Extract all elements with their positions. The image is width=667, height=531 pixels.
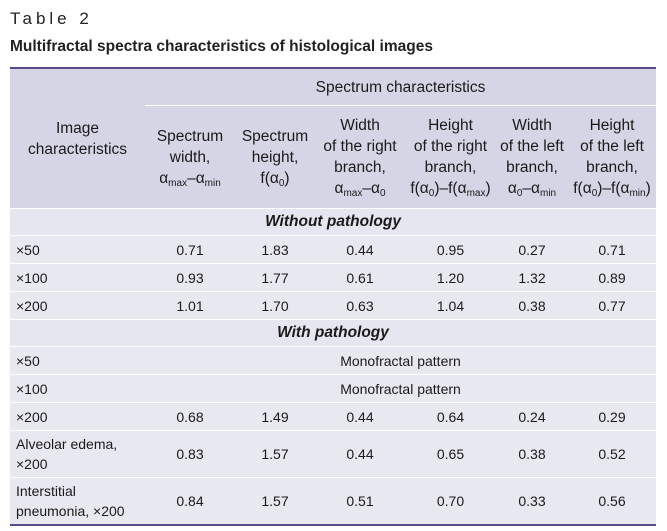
header-col-left-width: Width of the left branch, $\alpha_0-\alpha_{min}$: [496, 106, 568, 209]
cell: 0.52: [568, 431, 656, 478]
cell: 0.29: [568, 403, 656, 431]
cell: 0.38: [496, 431, 568, 478]
row-label: ×100: [10, 375, 145, 403]
row-label: Alveolar edema, ×200: [10, 431, 145, 478]
table-row: [10, 347, 656, 375]
cell: 1.01: [145, 292, 235, 320]
cell: 0.27: [496, 236, 568, 264]
cell: 0.65: [405, 431, 496, 478]
cell: 0.61: [315, 264, 405, 292]
row-label: ×50: [10, 347, 145, 375]
row-label: ×200: [10, 292, 145, 320]
table-row: [10, 478, 656, 526]
cell: 0.84: [145, 478, 235, 526]
cell: 0.63: [315, 292, 405, 320]
cell: 0.44: [315, 431, 405, 478]
cell: 0.38: [496, 292, 568, 320]
data-table: [10, 67, 656, 526]
cell: 0.70: [405, 478, 496, 526]
cell: 0.71: [568, 236, 656, 264]
merged-cell: Monofractal pattern: [145, 375, 656, 403]
row-label: ×50: [10, 236, 145, 264]
cell: 0.71: [145, 236, 235, 264]
cell: 0.93: [145, 264, 235, 292]
cell: 0.24: [496, 403, 568, 431]
merged-cell: Monofractal pattern: [145, 347, 656, 375]
cell: 0.64: [405, 403, 496, 431]
cell: 0.68: [145, 403, 235, 431]
cell: 0.77: [568, 292, 656, 320]
row-label: Interstitial pneumonia, ×200: [10, 478, 145, 526]
cell: 0.83: [145, 431, 235, 478]
row-label: ×200: [10, 403, 145, 431]
cell: 0.51: [315, 478, 405, 526]
table-caption: [10, 8, 433, 58]
cell: 1.57: [235, 431, 315, 478]
section-title: Without pathology: [10, 209, 656, 236]
cell: 0.44: [315, 403, 405, 431]
cell: 0.56: [568, 478, 656, 526]
row-label: ×100: [10, 264, 145, 292]
table-title: Multifractal spectra characteristics of histological images: [10, 38, 433, 55]
table-row: [10, 236, 656, 264]
section-title: With pathology: [10, 320, 656, 347]
table-row: [10, 375, 656, 403]
cell: 1.04: [405, 292, 496, 320]
header-col-left-height: Height of the left branch, $f(\alpha_0)-f(\alpha_{min})$: [568, 106, 656, 209]
header-col-spectrum-width: Spectrum width, $\alpha_{max}-\alpha_{min}$: [145, 106, 235, 209]
header-col-spectrum-height: Spectrum height, $f(\alpha_0)$: [235, 106, 315, 209]
cell: 1.20: [405, 264, 496, 292]
cell: 0.89: [568, 264, 656, 292]
table-row: [10, 431, 656, 478]
cell: 1.83: [235, 236, 315, 264]
cell: 1.70: [235, 292, 315, 320]
cell: 0.33: [496, 478, 568, 526]
cell: 1.49: [235, 403, 315, 431]
table-row: [10, 403, 656, 431]
cell: 1.57: [235, 478, 315, 526]
cell: 0.95: [405, 236, 496, 264]
cell: 0.44: [315, 236, 405, 264]
table-label: Table 2: [10, 9, 93, 28]
header-col-right-width: Width of the right branch, $\alpha_{max}-\alpha_0$: [315, 106, 405, 209]
header-image-characteristics: Image characteristics: [10, 68, 145, 209]
header-col-right-height: Height of the right branch, $f(\alpha_0)-f(\alpha_{max})$: [405, 106, 496, 209]
cell: 1.77: [235, 264, 315, 292]
header-spectrum-characteristics: Spectrum characteristics: [145, 68, 656, 106]
table-row: [10, 292, 656, 320]
table-row: [10, 264, 656, 292]
cell: 1.32: [496, 264, 568, 292]
